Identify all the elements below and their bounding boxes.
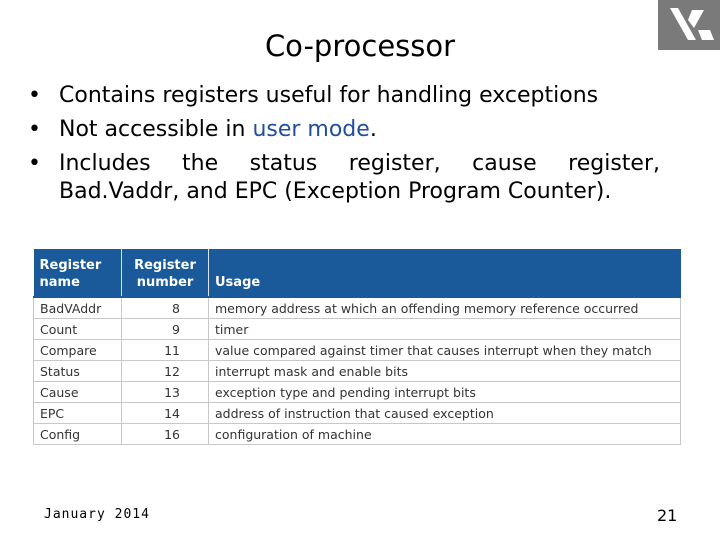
register-name-cell: Status (34, 361, 122, 382)
page-number: 21 (657, 506, 678, 525)
highlight-text: user mode (252, 117, 370, 142)
bullet-item: • Contains registers useful for handling exceptions (28, 82, 660, 110)
table-row (34, 297, 681, 319)
usage-cell: interrupt mask and enable bits (209, 361, 681, 382)
table-header-row (34, 249, 681, 297)
bullet-list (28, 82, 660, 212)
register-number-cell: 9 (122, 319, 209, 340)
usage-cell: timer (209, 319, 681, 340)
usage-cell: exception type and pending interrupt bits (209, 382, 681, 403)
usage-cell: configuration of machine (209, 424, 681, 445)
column-header: Register name (34, 249, 122, 297)
register-name-cell: BadVAddr (34, 297, 122, 319)
table-row (34, 382, 681, 403)
column-header: Usage (209, 249, 681, 297)
register-name-cell: Count (34, 319, 122, 340)
institution-logo-icon (658, 0, 720, 50)
usage-cell: address of instruction that caused exception (209, 403, 681, 424)
register-name-cell: Config (34, 424, 122, 445)
table-row (34, 403, 681, 424)
table-row (34, 340, 681, 361)
footer-date: January 2014 (44, 507, 150, 522)
usage-cell: memory address at which an offending memory reference occurred (209, 297, 681, 319)
register-name-cell: Compare (34, 340, 122, 361)
register-number-cell: 11 (122, 340, 209, 361)
table-row (34, 361, 681, 382)
register-name-cell: Cause (34, 382, 122, 403)
register-number-cell: 13 (122, 382, 209, 403)
register-number-cell: 8 (122, 297, 209, 319)
usage-cell: value compared against timer that causes interrupt when they match (209, 340, 681, 361)
register-name-cell: EPC (34, 403, 122, 424)
bullet-item: • Includes the status register, cause register, Bad.Vaddr, and EPC (Exception Program Counter). (28, 150, 660, 206)
table-row (34, 424, 681, 445)
table-row (34, 319, 681, 340)
register-number-cell: 14 (122, 403, 209, 424)
column-header: Register number (122, 249, 209, 297)
register-number-cell: 16 (122, 424, 209, 445)
bullet-item: • Not accessible in user mode. (28, 116, 660, 144)
register-number-cell: 12 (122, 361, 209, 382)
slide-title: Co-processor (264, 29, 456, 63)
register-table (33, 249, 681, 445)
